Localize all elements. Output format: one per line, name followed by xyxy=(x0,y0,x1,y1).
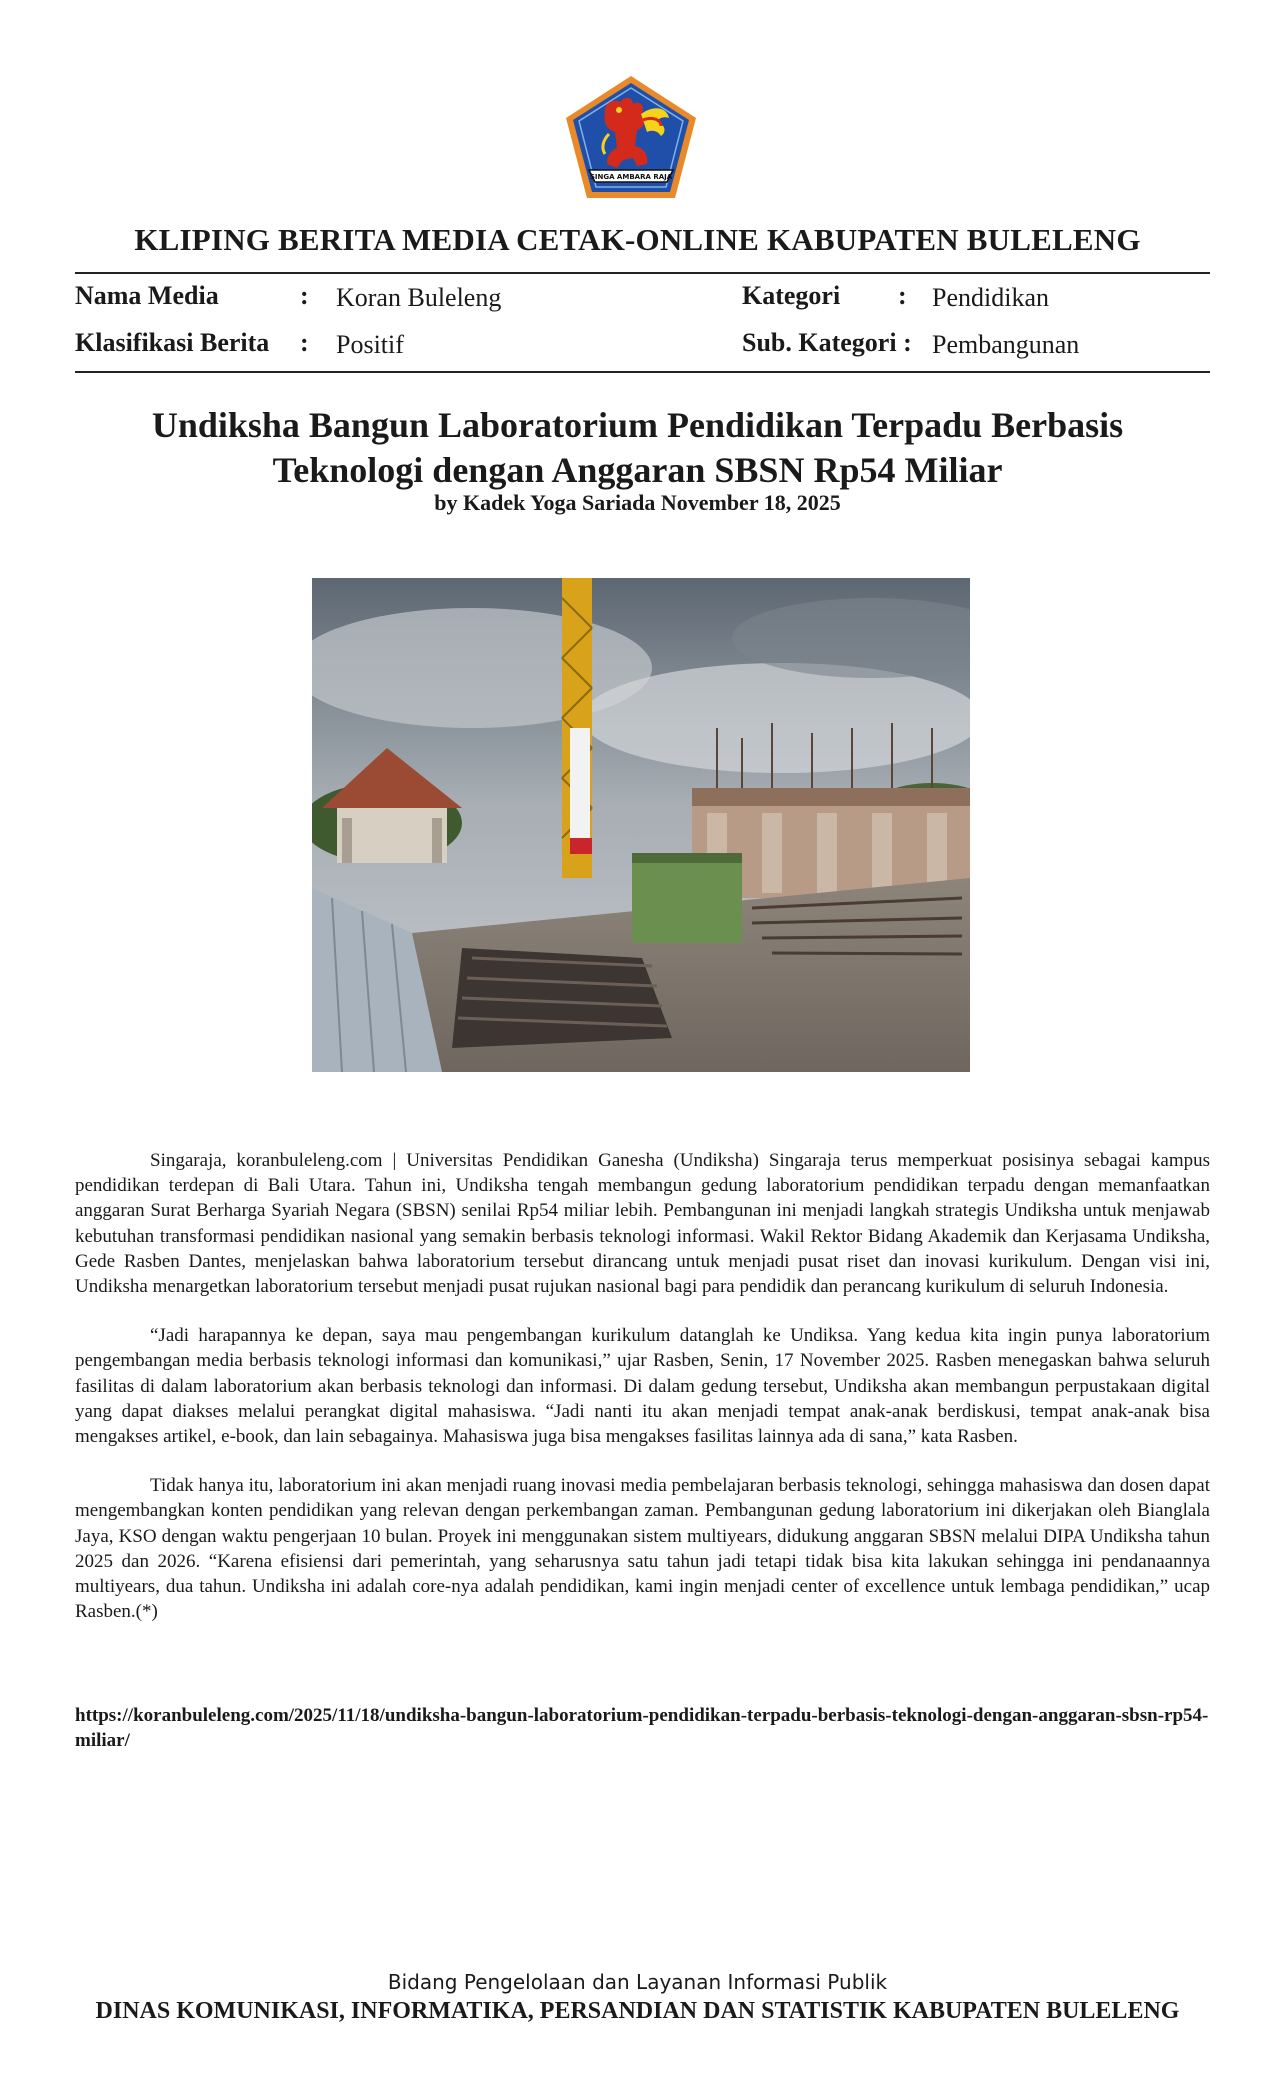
subkategori-value: Pembangunan xyxy=(932,330,1080,359)
colon: : xyxy=(300,281,309,310)
source-url-link[interactable]: https://koranbuleleng.com/2025/11/18/undiksha-bangun-laboratorium-pendidikan-terpadu-berbasis-teknologi-dengan-anggaran-sbsn-rp54-miliar/ xyxy=(75,1705,1209,1751)
buleleng-crest-logo xyxy=(563,74,699,202)
logo-motto: SINGA AMBARA RAJA xyxy=(589,173,673,181)
article-photo xyxy=(312,578,970,1072)
klasifikasi-label: Klasifikasi Berita xyxy=(75,328,270,357)
article-title-line2: Teknologi dengan Anggaran SBSN Rp54 Miliar xyxy=(272,450,1003,490)
footer-agency: DINAS KOMUNIKASI, INFORMATIKA, PERSANDIAN DAN STATISTIK KABUPATEN BULELENG xyxy=(95,1998,1180,2024)
article-body xyxy=(75,1148,1210,1648)
article-paragraph: “Jadi harapannya ke depan, saya mau pengembangan kurikulum datanglah ke Undiksa. Yang kedua kita ingin punya laboratorium pengembangan media berbasis teknologi informasi dan komunikasi,” ujar Rasben, Senin, 17 November 2025. Rasben menegaskan bahwa seluruh fasilitas di dalam laboratorium akan berbasis teknologi dan informasi. Di dalam gedung tersebut, Undiksha akan membangun perpustakaan digital yang dapat diakses melalui perangkat digital mahasiswa. “Jadi nanti itu akan menjadi tempat anak-anak berdiskusi, tempat anak-anak bisa mengakses artikel, e-book, dan lain sebagainya. Mahasiswa juga bisa mengakses fasilitas lainnya ada di sana,” kata Rasben. xyxy=(75,1325,1210,1448)
colon: : xyxy=(898,281,907,310)
divider xyxy=(75,272,1210,274)
article-paragraph: Tidak hanya itu, laboratorium ini akan menjadi ruang inovasi media pembelajaran berbasis teknologi, sehingga mahasiswa dan dosen dapat mengembangkan konten pendidikan yang relevan dengan perkembangan zaman. Pembangunan gedung laboratorium ini dikerjakan oleh Bianglala Jaya, KSO dengan waktu pengerjaan 10 bulan. Proyek ini menggunakan sistem multiyears, didukung anggaran SBSN melalui DIPA Undiksha tahun 2025 dan 2026. “Karena efisiensi dari pemerintah, yang seharusnya satu tahun jadi tetapi tidak bisa kita lakukan sehingga ini pendanaannya multiyears, dua tahun. Undiksha ini adalah core-nya adalah pendidikan, kami ingin menjadi center of excellence untuk lembaga pendidikan,” ucap Rasben.(*) xyxy=(75,1475,1210,1623)
article-byline: by Kadek Yoga Sariada November 18, 2025 xyxy=(434,490,841,515)
klasifikasi-value: Positif xyxy=(336,330,404,359)
article-paragraph: Singaraja, koranbuleleng.com | Universitas Pendidikan Ganesha (Undiksha) Singaraja terus memperkuat posisinya sebagai kampus pendidikan terdepan di Bali Utara. Tahun ini, Undiksha tengah membangun gedung laboratorium pendidikan terpadu dengan memanfaatkan anggaran Surat Berharga Syariah Negara (SBSN) senilai Rp54 miliar lebih. Pembangunan ini menjadi langkah strategis Undiksha untuk menjawab kebutuhan transformasi pendidikan nasional yang semakin berbasis teknologi informasi. Wakil Rektor Bidang Akademik dan Kerjasama Undiksha, Gede Rasben Dantes, menjelaskan bahwa laboratorium tersebut dirancang untuk menjadi pusat riset dan inovasi kurikulum. Dengan visi ini, Undiksha menargetkan laboratorium tersebut menjadi pusat rujukan nasional bagi para pendidik dan perancang kurikulum di seluruh Indonesia. xyxy=(75,1150,1210,1298)
article-title xyxy=(100,403,1175,493)
page-title: KLIPING BERITA MEDIA CETAK-ONLINE KABUPATEN BULELENG xyxy=(134,222,1141,257)
kategori-value: Pendidikan xyxy=(932,283,1049,312)
media-label: Nama Media xyxy=(75,281,219,310)
colon: : xyxy=(300,328,309,357)
subkategori-label: Sub. Kategori : xyxy=(742,328,912,357)
article-title-line1: Undiksha Bangun Laboratorium Pendidikan Terpadu Berbasis xyxy=(151,405,1124,445)
media-value: Koran Buleleng xyxy=(336,283,502,312)
footer-department: Bidang Pengelolaan dan Layanan Informasi Publik xyxy=(387,1970,888,1994)
kategori-label: Kategori xyxy=(742,281,841,310)
divider xyxy=(75,371,1210,373)
